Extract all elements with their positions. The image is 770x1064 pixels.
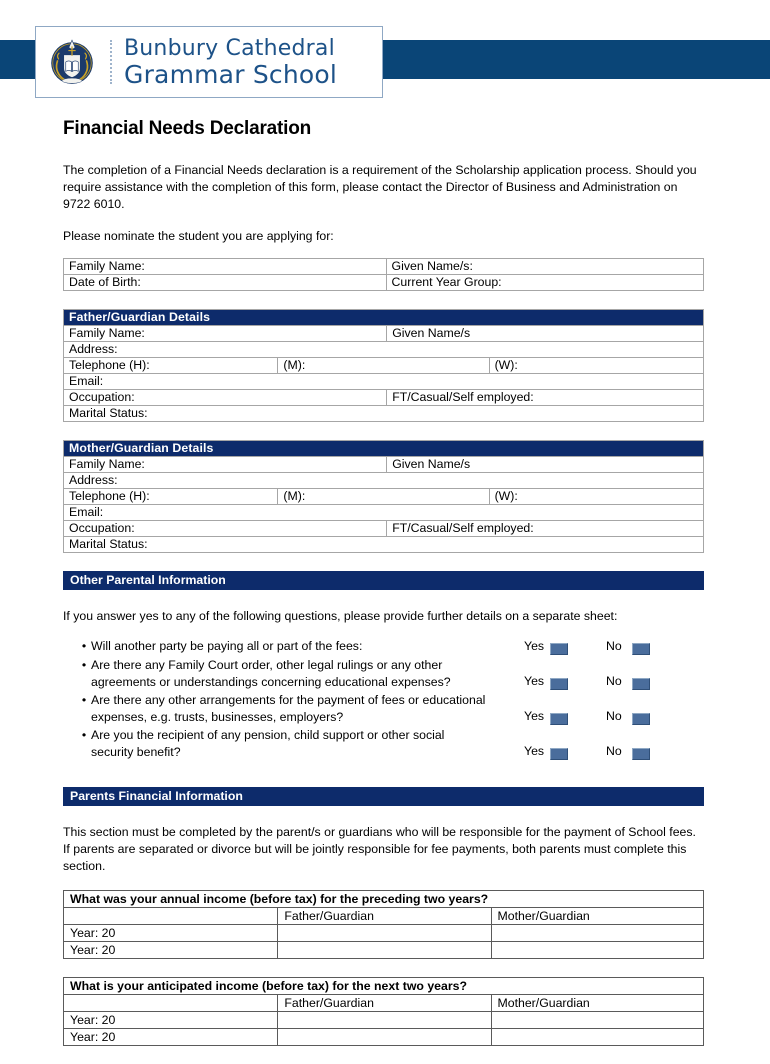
preceding-income-year1-mother-value[interactable] <box>491 925 704 942</box>
father-given-names-label[interactable]: Given Name/s <box>387 326 704 342</box>
mother-occupation-label[interactable]: Occupation: <box>64 521 387 537</box>
question-row <box>63 638 704 656</box>
question-2-line2: agreements or understandings concerning educational expenses? <box>91 675 451 689</box>
question-4-answers <box>524 743 704 761</box>
question-2-yes-checkbox[interactable] <box>550 678 568 690</box>
table-row <box>64 326 704 342</box>
no-label: No <box>606 709 622 723</box>
question-4-line2: security benefit? <box>91 745 181 759</box>
question-3-line2: expenses, e.g. trusts, businesses, employers? <box>91 710 344 724</box>
table-row <box>64 505 704 521</box>
anticipated-income-year2-mother-value[interactable] <box>491 1029 704 1046</box>
table-row <box>64 891 704 908</box>
mother-section-heading: Mother/Guardian Details <box>64 441 704 457</box>
question-row <box>63 692 704 726</box>
other-parental-questions <box>63 638 704 761</box>
anticipated-income-col-father: Father/Guardian <box>278 995 491 1012</box>
question-4-no-checkbox[interactable] <box>632 748 650 760</box>
other-parental-information-heading: Other Parental Information <box>63 571 704 590</box>
father-email-label[interactable]: Email: <box>64 374 704 390</box>
table-row <box>64 310 704 326</box>
page-title: Financial Needs Declaration <box>63 118 312 139</box>
student-details-table <box>63 258 704 291</box>
mother-employment-type-label[interactable]: FT/Casual/Self employed: <box>387 521 704 537</box>
preceding-income-col-blank <box>64 908 278 925</box>
question-1-answers <box>524 638 704 656</box>
question-2-line1: Are there any Family Court order, other legal rulings or any other <box>91 658 443 672</box>
anticipated-income-year1-father-value[interactable] <box>278 1012 491 1029</box>
table-row <box>64 978 704 995</box>
anticipated-income-col-mother: Mother/Guardian <box>491 995 704 1012</box>
yes-label: Yes <box>524 674 545 688</box>
yes-label: Yes <box>524 744 545 758</box>
father-guardian-table <box>63 309 704 422</box>
mother-telephone-work-label[interactable]: (W): <box>489 489 703 505</box>
nominate-student-line: Please nominate the student you are applying for: <box>63 229 334 243</box>
question-3-answers <box>524 708 704 726</box>
question-3-line1: Are there any other arrangements for the payment of fees or educational <box>91 693 486 707</box>
question-2-no-checkbox[interactable] <box>632 678 650 690</box>
mother-telephone-home-label[interactable]: Telephone (H): <box>64 489 278 505</box>
question-4-line1: Are you the recipient of any pension, child support or other social <box>91 728 445 742</box>
table-row <box>64 1029 704 1046</box>
school-name <box>124 35 338 89</box>
table-header-row <box>64 908 704 925</box>
anticipated-income-year1-mother-value[interactable] <box>491 1012 704 1029</box>
mother-email-label[interactable]: Email: <box>64 505 704 521</box>
table-row <box>64 489 704 505</box>
table-row <box>64 406 704 422</box>
question-row <box>63 727 704 761</box>
question-3-yes-checkbox[interactable] <box>550 713 568 725</box>
student-given-names-label[interactable]: Given Name/s: <box>386 259 703 275</box>
table-row <box>64 390 704 406</box>
school-logo-box <box>35 26 383 98</box>
father-telephone-mobile-label[interactable]: (M): <box>278 358 489 374</box>
table-row <box>64 473 704 489</box>
no-label: No <box>606 674 622 688</box>
question-row <box>63 657 704 691</box>
table-row <box>64 275 704 291</box>
father-address-label[interactable]: Address: <box>64 342 704 358</box>
table-row <box>64 537 704 553</box>
father-family-name-label[interactable]: Family Name: <box>64 326 387 342</box>
question-4-yes-checkbox[interactable] <box>550 748 568 760</box>
preceding-income-col-mother: Mother/Guardian <box>491 908 704 925</box>
bullet-icon: • <box>81 658 87 672</box>
anticipated-income-year2-label[interactable]: Year: 20 <box>64 1029 278 1046</box>
bullet-icon: • <box>81 728 87 742</box>
preceding-income-year1-father-value[interactable] <box>278 925 491 942</box>
father-employment-type-label[interactable]: FT/Casual/Self employed: <box>387 390 704 406</box>
no-label: No <box>606 639 622 653</box>
spacer <box>63 769 704 787</box>
preceding-income-year1-label[interactable]: Year: 20 <box>64 925 278 942</box>
question-1-yes-checkbox[interactable] <box>550 643 568 655</box>
question-3-no-checkbox[interactable] <box>632 713 650 725</box>
mother-family-name-label[interactable]: Family Name: <box>64 457 387 473</box>
table-row <box>64 521 704 537</box>
document-body <box>63 118 704 1064</box>
father-telephone-work-label[interactable]: (W): <box>489 358 703 374</box>
preceding-income-col-father: Father/Guardian <box>278 908 491 925</box>
anticipated-income-col-blank <box>64 995 278 1012</box>
anticipated-income-year1-label[interactable]: Year: 20 <box>64 1012 278 1029</box>
anticipated-income-table <box>63 977 704 1046</box>
anticipated-income-question: What is your anticipated income (before tax) for the next two years? <box>64 978 704 995</box>
father-occupation-label[interactable]: Occupation: <box>64 390 387 406</box>
school-name-line2: Grammar School <box>124 59 338 89</box>
yes-label: Yes <box>524 639 545 653</box>
preceding-income-year2-father-value[interactable] <box>278 942 491 959</box>
student-dob-label[interactable]: Date of Birth: <box>64 275 387 291</box>
question-1-line1: Will another party be paying all or part of the fees: <box>91 639 363 653</box>
mother-marital-status-label[interactable]: Marital Status: <box>64 537 704 553</box>
yes-label: Yes <box>524 709 545 723</box>
parents-financial-intro: This section must be completed by the parent/s or guardians who will be responsible for the payment of School fees. If parents are separated or divorce but will be jointly responsible for fee payments, both parents must complete this section. <box>63 825 696 873</box>
table-row <box>64 358 704 374</box>
parents-financial-information-heading: Parents Financial Information <box>63 787 704 806</box>
student-year-group-label[interactable]: Current Year Group: <box>386 275 703 291</box>
anticipated-income-year2-father-value[interactable] <box>278 1029 491 1046</box>
table-row <box>64 374 704 390</box>
mother-telephone-mobile-label[interactable]: (M): <box>278 489 489 505</box>
table-row <box>64 259 704 275</box>
no-label: No <box>606 744 622 758</box>
father-telephone-home-label[interactable]: Telephone (H): <box>64 358 278 374</box>
school-name-line1: Bunbury Cathedral <box>124 35 335 61</box>
preceding-income-year2-label[interactable]: Year: 20 <box>64 942 278 959</box>
table-row <box>64 441 704 457</box>
father-marital-status-label[interactable]: Marital Status: <box>64 406 704 422</box>
student-family-name-label[interactable]: Family Name: <box>64 259 387 275</box>
preceding-income-question: What was your annual income (before tax) for the preceding two years? <box>64 891 704 908</box>
other-parental-intro: If you answer yes to any of the following questions, please provide further details on a separate sheet: <box>63 609 618 623</box>
intro-paragraph: The completion of a Financial Needs declaration is a requirement of the Scholarship application process. Should you require assistance with the completion of this form, please contact the Director of Business and Administration on 9722 6010. <box>63 163 697 211</box>
bullet-icon: • <box>81 639 87 653</box>
question-2-answers <box>524 673 704 691</box>
table-row <box>64 1012 704 1029</box>
table-row <box>64 942 704 959</box>
father-section-heading: Father/Guardian Details <box>64 310 704 326</box>
preceding-income-year2-mother-value[interactable] <box>491 942 704 959</box>
question-1-no-checkbox[interactable] <box>632 643 650 655</box>
table-row <box>64 342 704 358</box>
logo-divider <box>110 40 112 84</box>
preceding-income-table <box>63 890 704 959</box>
table-header-row <box>64 995 704 1012</box>
table-row <box>64 457 704 473</box>
mother-guardian-table <box>63 440 704 553</box>
table-row <box>64 925 704 942</box>
mother-address-label[interactable]: Address: <box>64 473 704 489</box>
school-crest-icon <box>46 36 98 88</box>
mother-given-names-label[interactable]: Given Name/s <box>387 457 704 473</box>
bullet-icon: • <box>81 693 87 707</box>
